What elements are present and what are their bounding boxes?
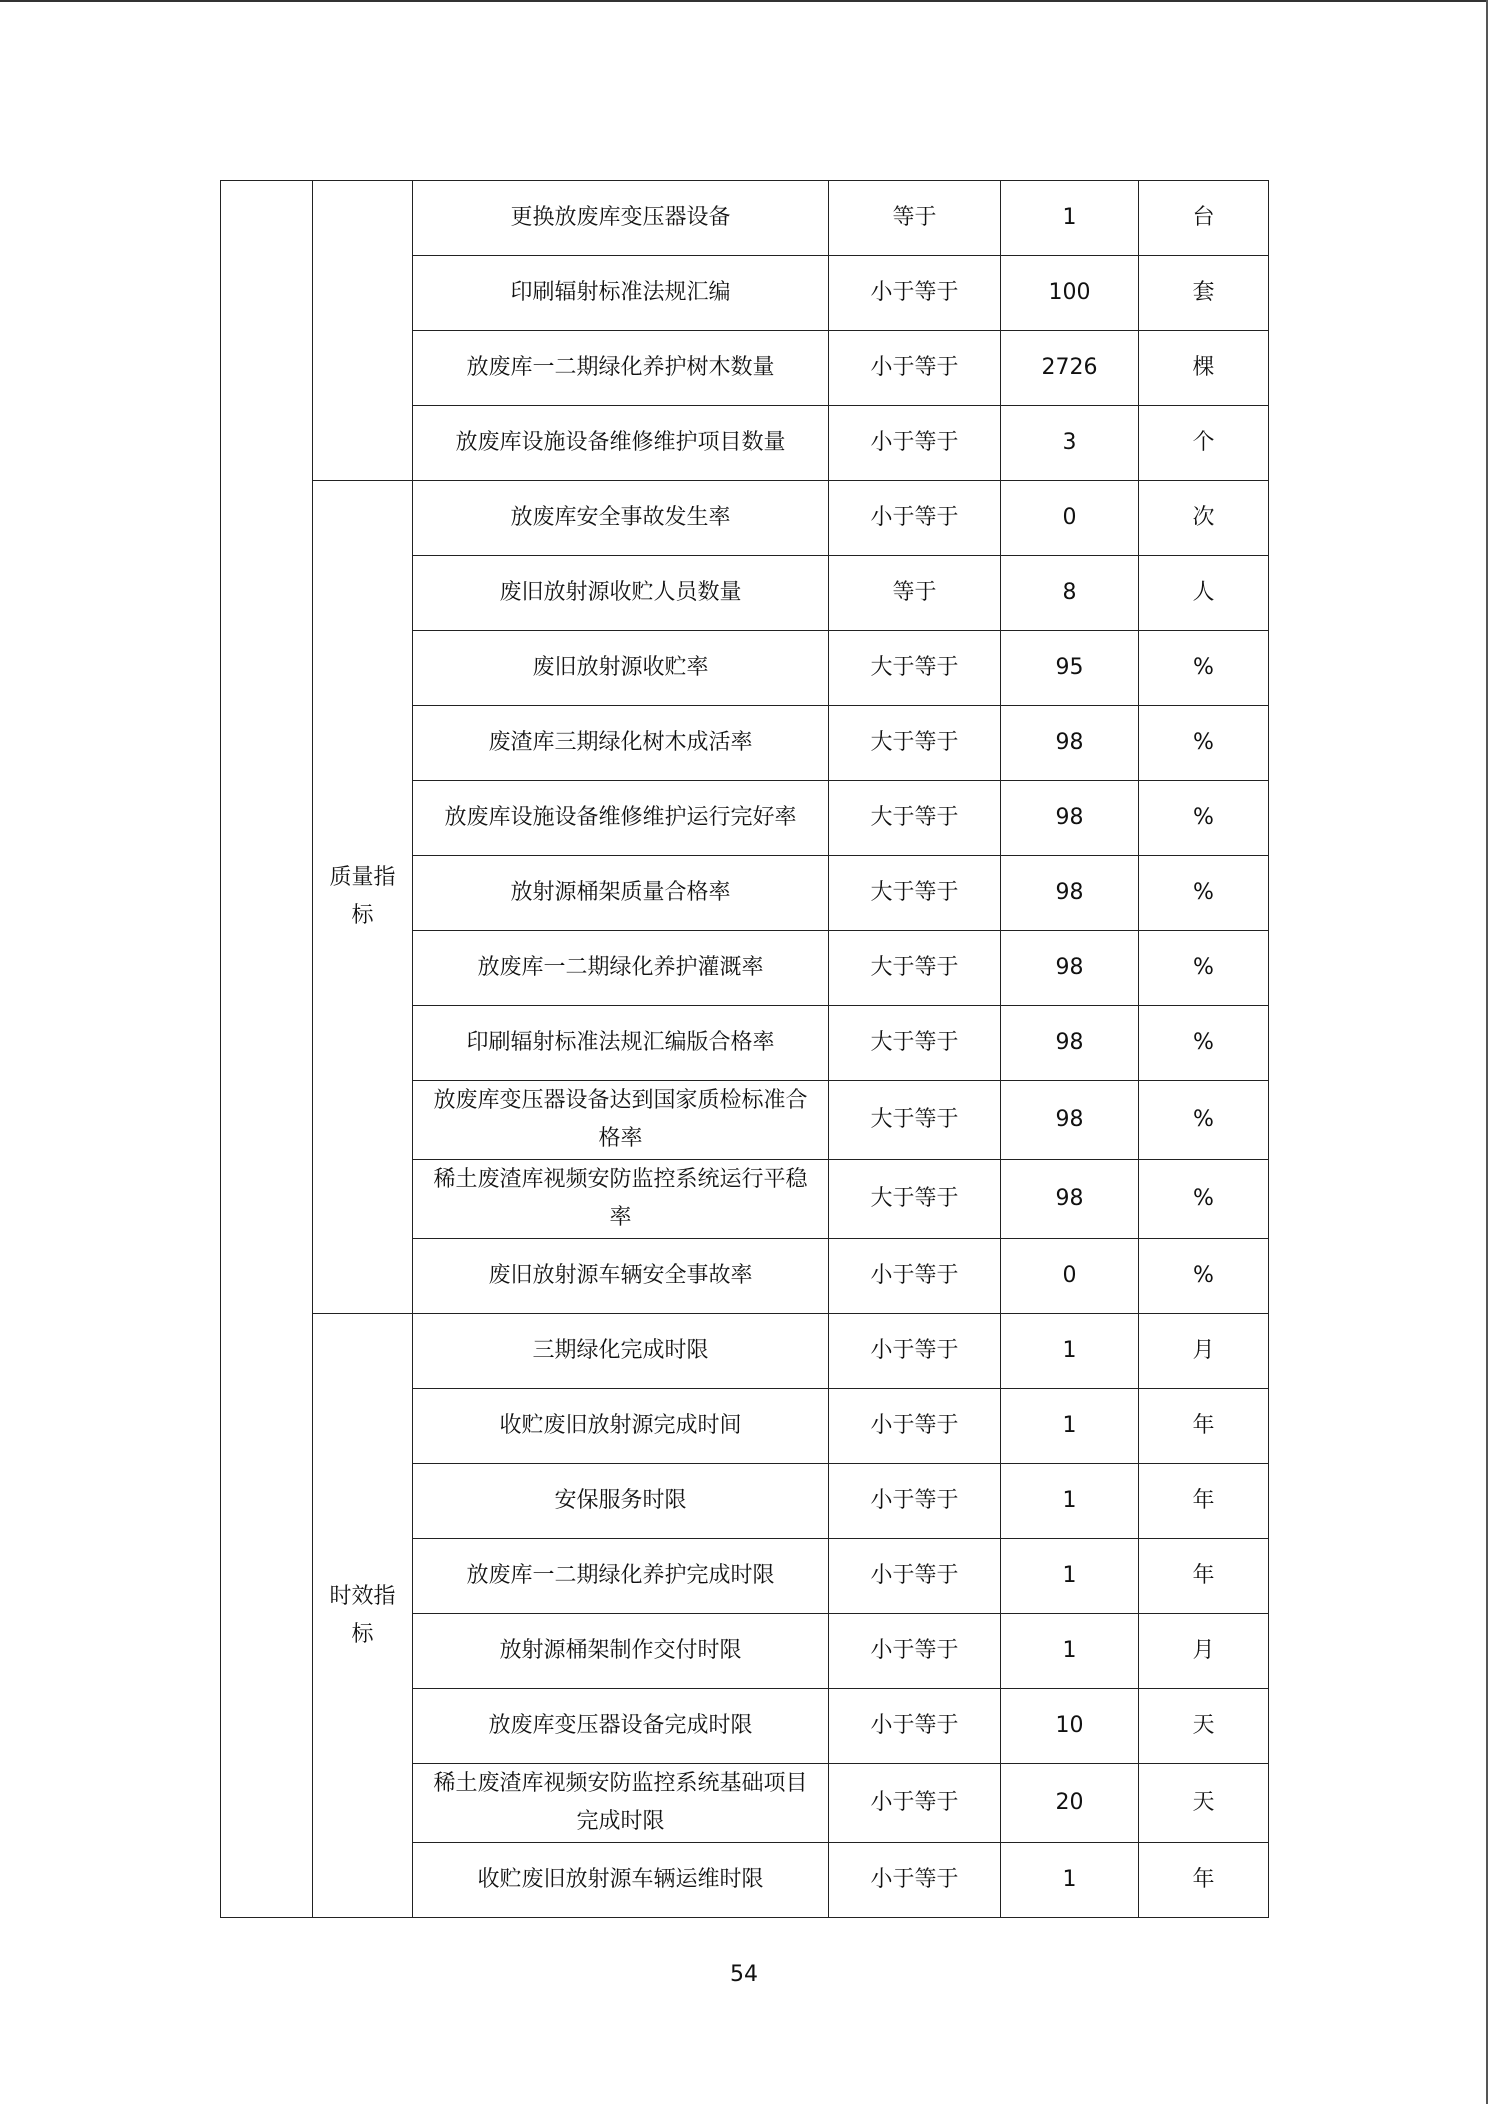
indicator-name: 稀土废渣库视频安防监控系统运行平稳率 <box>413 1160 829 1239</box>
indicator-table <box>220 180 1269 1918</box>
indicator-value: 100 <box>1001 256 1139 331</box>
indicator-unit: 人 <box>1139 556 1269 631</box>
indicator-name: 放废库设施设备维修维护项目数量 <box>413 406 829 481</box>
indicator-value: 98 <box>1001 1006 1139 1081</box>
indicator-name: 收贮废旧放射源完成时间 <box>413 1389 829 1464</box>
indicator-operator: 小于等于 <box>829 1539 1001 1614</box>
indicator-operator: 小于等于 <box>829 331 1001 406</box>
indicator-unit: % <box>1139 1239 1269 1314</box>
indicator-unit: 年 <box>1139 1389 1269 1464</box>
indicator-name: 放废库安全事故发生率 <box>413 481 829 556</box>
indicator-operator: 等于 <box>829 181 1001 256</box>
indicator-unit: 年 <box>1139 1464 1269 1539</box>
indicator-operator: 小于等于 <box>829 1464 1001 1539</box>
indicator-name: 收贮废旧放射源车辆运维时限 <box>413 1843 829 1918</box>
outer-category-cell <box>221 181 313 1918</box>
indicator-name: 废旧放射源收贮率 <box>413 631 829 706</box>
indicator-value: 1 <box>1001 1614 1139 1689</box>
indicator-name: 废渣库三期绿化树木成活率 <box>413 706 829 781</box>
indicator-unit: 年 <box>1139 1539 1269 1614</box>
indicator-unit: % <box>1139 781 1269 856</box>
indicator-name: 放射源桶架质量合格率 <box>413 856 829 931</box>
indicator-name: 更换放废库变压器设备 <box>413 181 829 256</box>
indicator-unit: % <box>1139 1006 1269 1081</box>
indicator-unit: 次 <box>1139 481 1269 556</box>
indicator-name: 放射源桶架制作交付时限 <box>413 1614 829 1689</box>
indicator-operator: 小于等于 <box>829 1314 1001 1389</box>
indicator-value: 20 <box>1001 1764 1139 1843</box>
indicator-name: 放废库变压器设备完成时限 <box>413 1689 829 1764</box>
indicator-value: 2726 <box>1001 331 1139 406</box>
indicator-unit: 天 <box>1139 1689 1269 1764</box>
indicator-unit: % <box>1139 931 1269 1006</box>
indicator-operator: 大于等于 <box>829 1160 1001 1239</box>
indicator-operator: 大于等于 <box>829 1006 1001 1081</box>
indicator-operator: 大于等于 <box>829 1081 1001 1160</box>
indicator-value: 1 <box>1001 1539 1139 1614</box>
indicator-name: 三期绿化完成时限 <box>413 1314 829 1389</box>
indicator-unit: 台 <box>1139 181 1269 256</box>
page-number: 54 <box>730 1962 758 1987</box>
indicator-operator: 等于 <box>829 556 1001 631</box>
table-row <box>221 181 1269 256</box>
indicator-unit: % <box>1139 1081 1269 1160</box>
indicator-operator: 大于等于 <box>829 856 1001 931</box>
indicator-value: 98 <box>1001 706 1139 781</box>
indicator-name: 废旧放射源车辆安全事故率 <box>413 1239 829 1314</box>
indicator-name: 放废库变压器设备达到国家质检标准合格率 <box>413 1081 829 1160</box>
indicator-operator: 小于等于 <box>829 481 1001 556</box>
indicator-unit: % <box>1139 856 1269 931</box>
indicator-name: 印刷辐射标准法规汇编 <box>413 256 829 331</box>
indicator-value: 98 <box>1001 856 1139 931</box>
indicator-value: 3 <box>1001 406 1139 481</box>
indicator-operator: 大于等于 <box>829 706 1001 781</box>
indicator-operator: 小于等于 <box>829 1764 1001 1843</box>
indicator-name: 放废库一二期绿化养护灌溉率 <box>413 931 829 1006</box>
indicator-operator: 小于等于 <box>829 1239 1001 1314</box>
indicator-value: 1 <box>1001 1464 1139 1539</box>
indicator-value: 1 <box>1001 181 1139 256</box>
indicator-value: 98 <box>1001 1160 1139 1239</box>
indicator-unit: % <box>1139 706 1269 781</box>
indicator-value: 95 <box>1001 631 1139 706</box>
indicator-unit: 月 <box>1139 1314 1269 1389</box>
indicator-name: 安保服务时限 <box>413 1464 829 1539</box>
indicator-value: 98 <box>1001 1081 1139 1160</box>
indicator-value: 98 <box>1001 931 1139 1006</box>
indicator-value: 1 <box>1001 1843 1139 1918</box>
indicator-value: 0 <box>1001 481 1139 556</box>
indicator-unit: 套 <box>1139 256 1269 331</box>
indicator-operator: 大于等于 <box>829 631 1001 706</box>
indicator-unit: 月 <box>1139 1614 1269 1689</box>
indicator-operator: 小于等于 <box>829 1843 1001 1918</box>
indicator-operator: 小于等于 <box>829 256 1001 331</box>
indicator-unit: % <box>1139 1160 1269 1239</box>
category-cell: 时效指标 <box>313 1314 413 1918</box>
indicator-name: 稀土废渣库视频安防监控系统基础项目完成时限 <box>413 1764 829 1843</box>
table-row <box>221 481 1269 556</box>
indicator-unit: 棵 <box>1139 331 1269 406</box>
indicator-operator: 小于等于 <box>829 1614 1001 1689</box>
indicator-name: 放废库一二期绿化养护树木数量 <box>413 331 829 406</box>
category-cell <box>313 181 413 481</box>
indicator-operator: 小于等于 <box>829 406 1001 481</box>
indicator-name: 印刷辐射标准法规汇编版合格率 <box>413 1006 829 1081</box>
indicator-name: 废旧放射源收贮人员数量 <box>413 556 829 631</box>
category-cell: 质量指标 <box>313 481 413 1314</box>
indicator-operator: 小于等于 <box>829 1689 1001 1764</box>
indicator-name: 放废库一二期绿化养护完成时限 <box>413 1539 829 1614</box>
indicator-value: 10 <box>1001 1689 1139 1764</box>
table-row <box>221 1314 1269 1389</box>
indicator-operator: 大于等于 <box>829 931 1001 1006</box>
indicator-value: 1 <box>1001 1314 1139 1389</box>
indicator-operator: 小于等于 <box>829 1389 1001 1464</box>
indicator-value: 98 <box>1001 781 1139 856</box>
indicator-operator: 大于等于 <box>829 781 1001 856</box>
indicator-value: 1 <box>1001 1389 1139 1464</box>
indicator-unit: 天 <box>1139 1764 1269 1843</box>
indicator-value: 8 <box>1001 556 1139 631</box>
page-top-border <box>0 0 1488 2</box>
indicator-unit: % <box>1139 631 1269 706</box>
indicator-unit: 年 <box>1139 1843 1269 1918</box>
indicator-unit: 个 <box>1139 406 1269 481</box>
indicator-name: 放废库设施设备维修维护运行完好率 <box>413 781 829 856</box>
indicator-value: 0 <box>1001 1239 1139 1314</box>
